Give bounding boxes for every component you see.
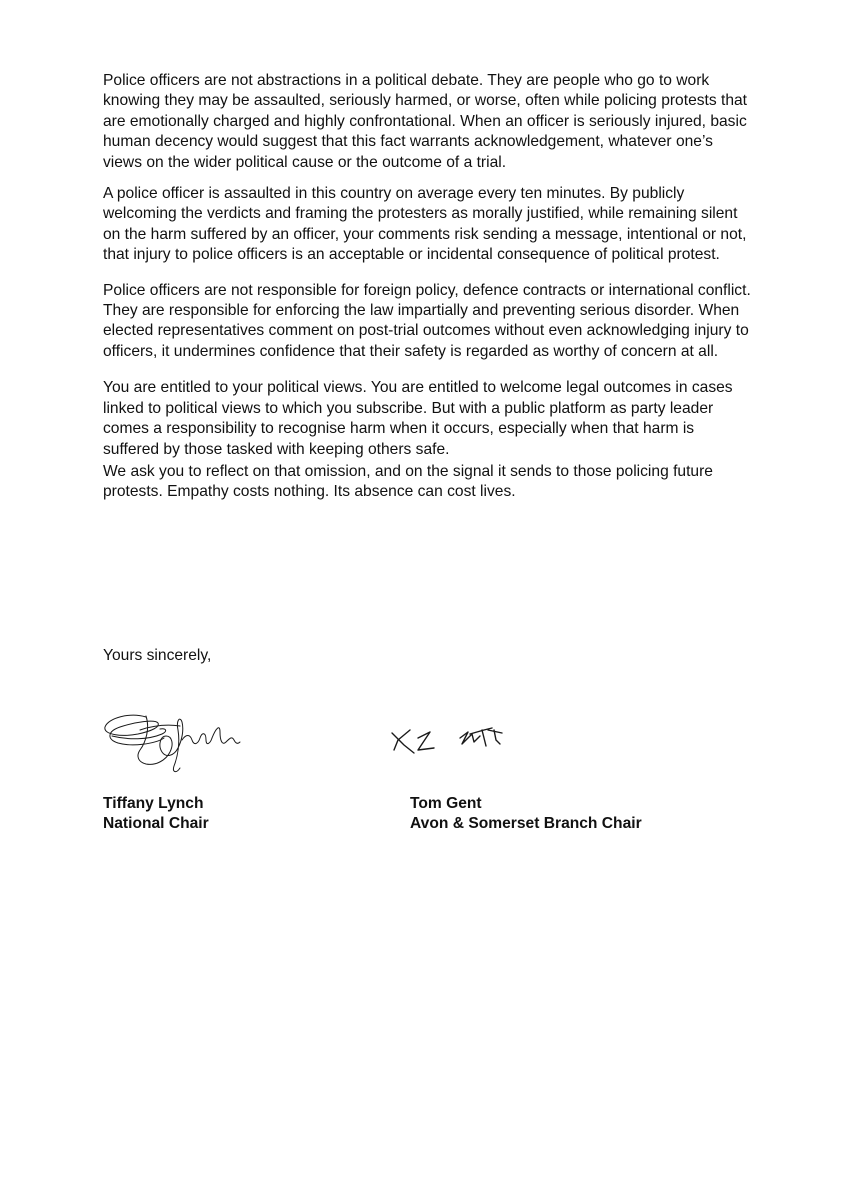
letter-body <box>103 71 753 503</box>
paragraph-5: We ask you to reflect on that omission, and on the signal it sends to those policing future protests. Empathy costs nothing. Its absence can cost lives. <box>103 462 713 501</box>
signature-block-national-chair <box>100 700 400 834</box>
signature-block-branch-chair <box>388 700 688 834</box>
signatory-name: Tom Gent <box>410 795 482 812</box>
paragraph-2: A police officer is assaulted in this country on average every ten minutes. By publicly welcoming the verdicts and framing the protesters as morally justified, while remaining silent on the harm suffered by an officer, your comments risk sending a message, intentional or not, that injury to police officers is an acceptable or incidental consequence of political protest. <box>103 185 747 264</box>
signatory-name: Tiffany Lynch <box>103 795 204 812</box>
handwritten-signature-gent <box>388 700 518 778</box>
paragraph-1: Police officers are not abstractions in a political debate. They are people who go to work knowing they may be assaulted, seriously harmed, or worse, often while policing protests that are emotionally charged and highly confrontational. When an officer is seriously injured, basic human decency would suggest that this fact warrants acknowledgement, whatever one’s views on the wider political cause or the outcome of a trial. <box>103 72 748 171</box>
signatory-role: Avon & Somerset Branch Chair <box>410 815 642 832</box>
paragraph-4: You are entitled to your political views. You are entitled to welcome legal outcomes in cases linked to political views to which you subscribe. But with a public platform as party leader comes a responsibility to recognise harm when it occurs, especially when that harm is suffered by those tasked with keeping others safe. <box>103 379 733 458</box>
paragraph-3: Police officers are not responsible for foreign policy, defence contracts or international conflict. They are responsible for enforcing the law impartially and preventing serious disorder. When elected representatives comment on post-trial outcomes without even acknowledging injury to officers, it undermines confidence that their safety is regarded as worthy of concern at all. <box>103 281 751 360</box>
closing-line: Yours sincerely, <box>103 647 212 664</box>
signatory-role: National Chair <box>103 815 209 832</box>
handwritten-signature-lynch <box>100 700 245 778</box>
